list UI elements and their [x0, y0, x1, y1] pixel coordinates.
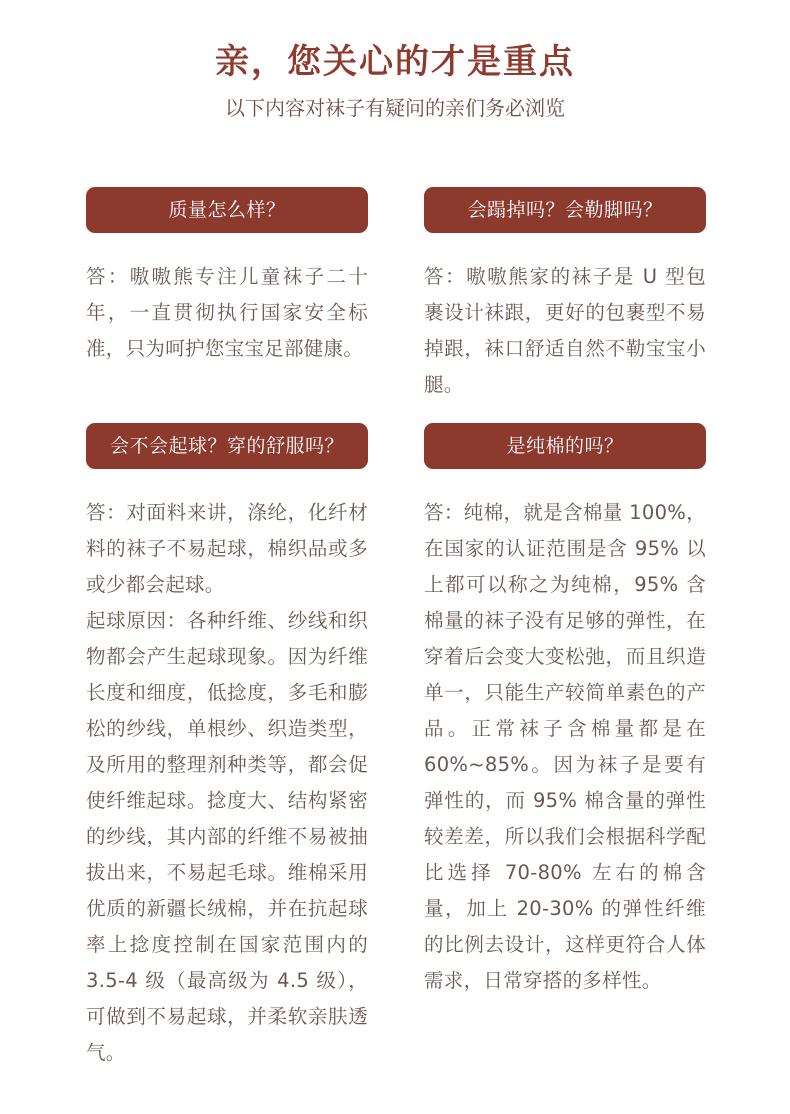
answer-text: [424, 495, 706, 999]
qa-quality: [86, 187, 368, 367]
answer-paragraph: 答：嗷嗷熊家的袜子是 U 型包裹设计袜跟，更好的包裹型不易掉跟，袜口舒适自然不勒宝宝小腿。: [424, 265, 706, 396]
answer-paragraph: 答：纯棉，就是含棉量 100%，在国家的认证范围是含 95% 以上都可以称之为纯棉，95% 含棉量的袜子没有足够的弹性，在穿着后会变大变松弛，而且织造单一，只能生产较简单素色的产品。正常袜子含棉量都是在 60%~85%。因为袜子是要有弹性的，而 95% 棉含量的弹性较差差，所以我们会根据科学配比选择 70-80% 左右的棉含量，加上 20-30% 的弹性纤维的比例去设计，这样更符合人体需求，日常穿搭的多样性。: [424, 501, 706, 992]
page-subtitle: 以下内容对袜子有疑问的亲们务必浏览: [225, 96, 565, 120]
answer-paragraph: 答：嗷嗷熊专注儿童袜子二十年，一直贯彻执行国家安全标准，只为呵护您宝宝足部健康。: [86, 265, 368, 360]
answer-paragraph: 答：对面料来讲，涤纶，化纤材料的袜子不易起球，棉织品或多或少都会起球。: [86, 501, 368, 596]
page-title: 亲，您关心的才是重点: [215, 42, 575, 82]
answer-text: [86, 259, 368, 367]
question-banner: 会蹋掉吗？会勒脚吗？: [424, 187, 706, 233]
question-banner: 质量怎么样？: [86, 187, 368, 233]
answer-text: [86, 495, 368, 1071]
answer-paragraph: 起球原因：各种纤维、纱线和织物都会产生起球现象。因为纤维长度和细度，低捻度，多毛和膨松的纱线，单根纱、织造类型，及所用的整理剂种类等，都会促使纤维起球。捻度大、结构紧密的纱线，其内部的纤维不易被抽拔出来，不易起毛球。维棉采用优质的新疆长绒棉，并在抗起球率上捻度控制在国家范围内的 3.5-4 级（最高级为 4.5 级），可做到不易起球，并柔软亲肤透气。: [86, 609, 368, 1064]
question-banner: 是纯棉的吗？: [424, 423, 706, 469]
answer-text: [424, 259, 706, 403]
question-banner: 会不会起球？穿的舒服吗？: [86, 423, 368, 469]
qa-pure-cotton: [424, 423, 706, 999]
qa-pilling: [86, 423, 368, 1071]
qa-slip-off: [424, 187, 706, 403]
